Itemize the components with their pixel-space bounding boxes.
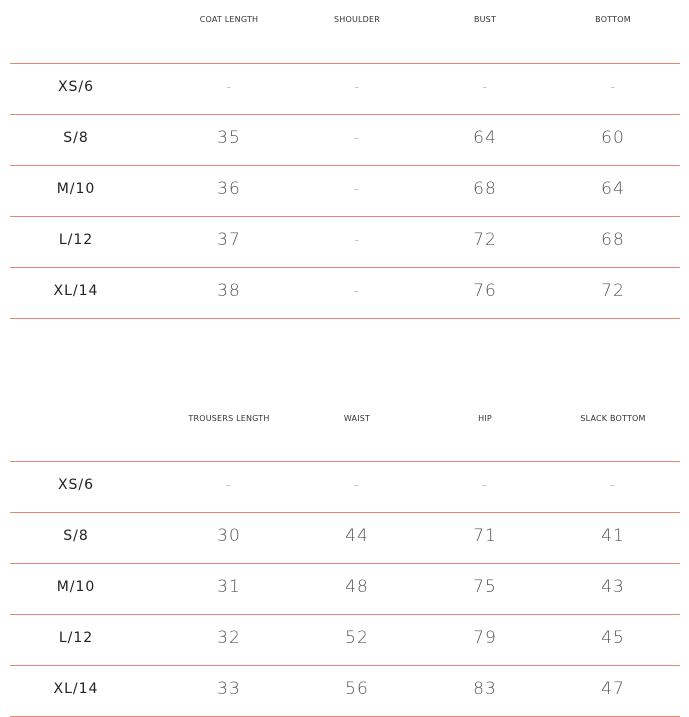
bust-value: 76 (473, 281, 497, 301)
coat-length-value: 36 (217, 179, 241, 199)
size-label: L/12 (58, 630, 94, 646)
slack-bottom-value: 45 (601, 628, 625, 648)
table-row (10, 512, 680, 563)
coat-length-value: - (225, 79, 233, 95)
header-bust: BUST (473, 15, 497, 24)
table-row (10, 461, 680, 512)
size-label: S/8 (63, 130, 89, 146)
table-row (10, 267, 680, 319)
hip-value: 71 (473, 526, 497, 546)
bust-value: 68 (473, 179, 497, 199)
table-header-row (10, 0, 680, 63)
trousers-size-table (10, 398, 680, 717)
shoulder-value: - (353, 232, 361, 248)
table-header-row (10, 398, 680, 461)
table-row (10, 614, 680, 665)
table-row (10, 114, 680, 165)
table-row (10, 665, 680, 717)
bust-value: 64 (473, 128, 497, 148)
trousers-length-value: 33 (217, 679, 241, 699)
header-coat-length: COAT LENGTH (199, 15, 259, 24)
coat-length-value: 38 (217, 281, 241, 301)
coat-size-table (10, 0, 680, 319)
bust-value: 72 (473, 230, 497, 250)
hip-value: 79 (473, 628, 497, 648)
table-row (10, 563, 680, 614)
waist-value: 48 (345, 577, 369, 597)
size-label: S/8 (63, 528, 89, 544)
coat-length-value: 37 (217, 230, 241, 250)
table-row (10, 63, 680, 114)
bottom-value: 68 (601, 230, 625, 250)
bottom-value: - (609, 79, 617, 95)
hip-value: - (481, 477, 489, 493)
hip-value: 83 (473, 679, 497, 699)
bust-value: - (481, 79, 489, 95)
header-trousers-length: TROUSERS LENGTH (188, 414, 270, 423)
shoulder-value: - (353, 79, 361, 95)
shoulder-value: - (353, 181, 361, 197)
bottom-value: 72 (601, 281, 625, 301)
header-hip: HIP (478, 414, 492, 423)
trousers-length-value: 32 (217, 628, 241, 648)
trousers-length-value: - (225, 477, 233, 493)
coat-length-value: 35 (217, 128, 241, 148)
slack-bottom-value: 41 (601, 526, 625, 546)
size-label: M/10 (56, 181, 96, 197)
slack-bottom-value: - (609, 477, 617, 493)
trousers-length-value: 31 (217, 577, 241, 597)
header-slack-bottom: SLACK BOTTOM (580, 414, 646, 423)
hip-value: 75 (473, 577, 497, 597)
shoulder-value: - (353, 130, 361, 146)
size-label: XL/14 (53, 283, 99, 299)
size-label: XL/14 (53, 681, 99, 697)
header-waist: WAIST (343, 414, 371, 423)
size-label: XS/6 (57, 477, 95, 493)
header-shoulder: SHOULDER (333, 15, 381, 24)
waist-value: 56 (345, 679, 369, 699)
bottom-value: 60 (601, 128, 625, 148)
header-bottom: BOTTOM (595, 15, 631, 24)
waist-value: - (353, 477, 361, 493)
waist-value: 44 (345, 526, 369, 546)
size-label: XS/6 (57, 79, 95, 95)
size-label: M/10 (56, 579, 96, 595)
waist-value: 52 (345, 628, 369, 648)
slack-bottom-value: 47 (601, 679, 625, 699)
shoulder-value: - (353, 283, 361, 299)
trousers-length-value: 30 (217, 526, 241, 546)
table-row (10, 165, 680, 216)
table-row (10, 216, 680, 267)
size-label: L/12 (58, 232, 94, 248)
bottom-value: 64 (601, 179, 625, 199)
slack-bottom-value: 43 (601, 577, 625, 597)
